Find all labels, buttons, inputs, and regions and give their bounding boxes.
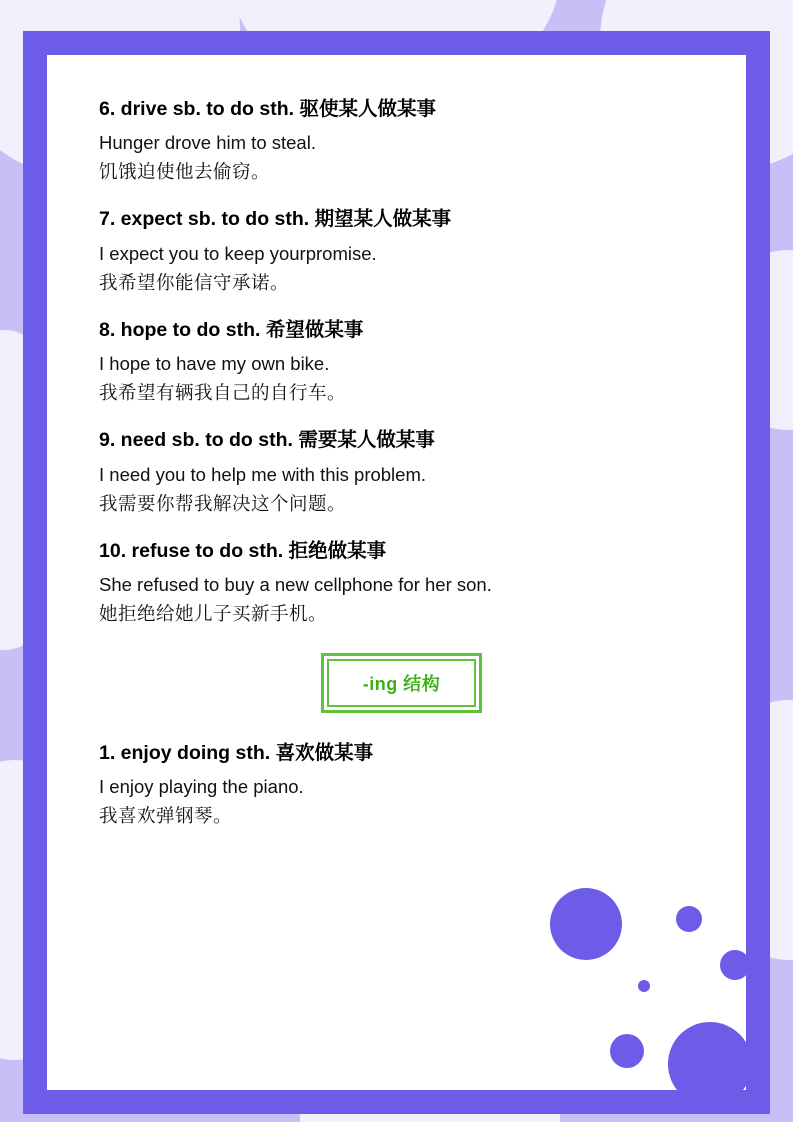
decorative-circle — [550, 888, 622, 960]
grammar-entry — [99, 97, 704, 185]
grammar-entry — [99, 318, 704, 406]
grammar-entry — [99, 207, 704, 295]
entry-example-english: She refused to buy a new cellphone for her son. — [99, 573, 492, 595]
purple-frame — [23, 31, 770, 1114]
section-banner-wrapper — [99, 653, 704, 713]
entry-example-english: I need you to help me with this problem. — [99, 463, 427, 485]
entry-title: 7. expect sb. to do sth. 期望某人做某事 — [99, 208, 452, 231]
entry-title: 1. enjoy doing sth. 喜欢做某事 — [99, 741, 374, 764]
entry-example-english: I hope to have my own bike. — [99, 353, 330, 375]
entry-example-chinese: 我希望你能信守承诺。 — [99, 271, 290, 293]
entry-title: 8. hope to do sth. 希望做某事 — [99, 318, 364, 341]
section-banner-label: -ing 结构 — [327, 659, 477, 707]
decorative-circle — [676, 906, 702, 932]
entry-example-english: I expect you to keep yourpromise. — [99, 242, 377, 264]
section-banner — [321, 653, 483, 713]
entry-title: 6. drive sb. to do sth. 驱使某人做某事 — [99, 98, 436, 120]
entry-example-chinese: 我需要你帮我解决这个问题。 — [99, 492, 347, 514]
decorative-circle — [610, 1034, 644, 1068]
grammar-entry — [99, 741, 704, 829]
grammar-entry — [99, 539, 704, 627]
entry-example-chinese: 饥饿迫使他去偷窃。 — [99, 161, 271, 183]
entry-example-chinese: 我希望有辆我自己的自行车。 — [99, 382, 347, 404]
decorative-circle — [720, 950, 746, 980]
content-sheet — [47, 55, 746, 1090]
entry-example-chinese: 她拒绝给她儿子买新手机。 — [99, 602, 328, 624]
entry-title: 9. need sb. to do sth. 需要某人做某事 — [99, 429, 435, 452]
entry-title: 10. refuse to do sth. 拒绝做某事 — [99, 539, 387, 562]
entry-example-english: Hunger drove him to steal. — [99, 132, 316, 154]
decorative-circle — [638, 980, 650, 992]
grammar-entry — [99, 428, 704, 516]
entry-example-english: I enjoy playing the piano. — [99, 776, 304, 798]
decorative-circle — [668, 1022, 746, 1090]
document-body — [99, 97, 704, 829]
entry-example-chinese: 我喜欢弹钢琴。 — [99, 805, 233, 827]
